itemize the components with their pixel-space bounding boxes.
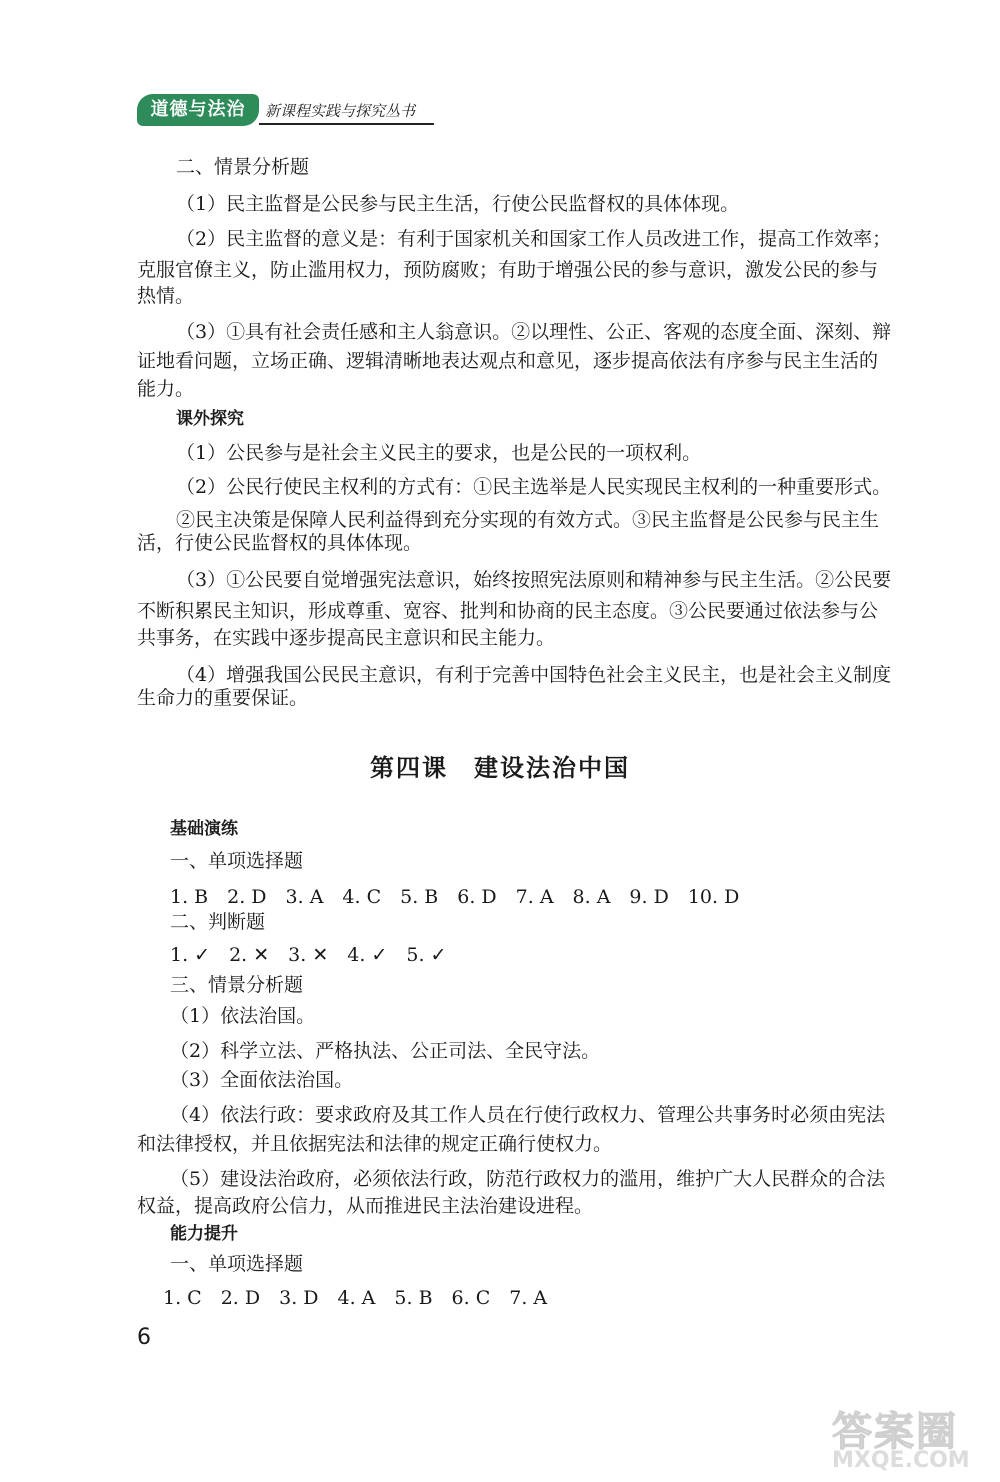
answer-line: （3）①具有社会责任感和主人翁意识。②以理性、公正、客观的态度全面、深刻、辩 bbox=[176, 321, 892, 343]
answer-line: （1）民主监督是公民参与民主生活，行使公民监督权的具体体现。 bbox=[176, 193, 740, 215]
answer-line: （1）公民参与是社会主义民主的要求，也是公民的一项权利。 bbox=[176, 442, 702, 464]
answer-line: （2）民主监督的意义是：有利于国家机关和国家工作人员改进工作，提高工作效率； bbox=[176, 228, 892, 250]
answer-line: 克服官僚主义，防止滥用权力，预防腐败；有助于增强公民的参与意识，激发公民的参与 bbox=[137, 259, 879, 281]
section-heading: 能力提升 bbox=[170, 1224, 238, 1244]
watermark-url: MXQE.COM bbox=[832, 1448, 970, 1473]
answer-line: 1. ✓ 2. ✕ 3. ✕ 4. ✓ 5. ✓ bbox=[170, 944, 447, 966]
answer-line: （3）全面依法治国。 bbox=[170, 1069, 354, 1091]
section-heading: 二、情景分析题 bbox=[176, 156, 310, 178]
answer-line: 共事务，在实践中逐步提高民主意识和民主能力。 bbox=[137, 627, 556, 649]
page-number: 6 bbox=[137, 1325, 151, 1350]
answer-line: ②民主决策是保障人民利益得到充分实现的有效方式。③民主监督是公民参与民主生 bbox=[176, 509, 880, 531]
watermark-logo: 答案圈 bbox=[832, 1409, 958, 1455]
lesson-title: 第四课 建设法治中国 bbox=[370, 754, 630, 782]
subject-badge: 道德与法治 bbox=[137, 94, 259, 126]
series-title: 新课程实践与探究丛书 bbox=[265, 102, 416, 120]
answer-line: 热情。 bbox=[137, 285, 195, 307]
answer-line: 1. B 2. D 3. A 4. C 5. B 6. D 7. A 8. A 9. D 10. D bbox=[170, 886, 740, 908]
answer-line: （2）公民行使民主权利的方式有：①民主选举是人民实现民主权利的一种重要形式。 bbox=[176, 476, 892, 498]
answer-line: 生命力的重要保证。 bbox=[137, 687, 309, 709]
answer-line: （5）建设法治政府，必须依法行政，防范行政权力的滥用，维护广大人民群众的合法 bbox=[170, 1168, 886, 1190]
answer-line: 1. C 2. D 3. D 4. A 5. B 6. C 7. A bbox=[163, 1287, 548, 1309]
section-heading: 二、判断题 bbox=[170, 911, 266, 933]
section-heading: 课外探究 bbox=[176, 409, 244, 429]
section-heading: 一、单项选择题 bbox=[170, 850, 304, 872]
answer-line: （4）依法行政：要求政府及其工作人员在行使行政权力、管理公共事务时必须由宪法 bbox=[170, 1104, 886, 1126]
answer-line: 证地看问题，立场正确、逻辑清晰地表达观点和意见，逐步提高依法有序参与民主生活的 bbox=[137, 350, 879, 372]
section-heading: 一、单项选择题 bbox=[170, 1253, 304, 1275]
watermark bbox=[832, 1400, 992, 1478]
answer-line: （3）①公民要自觉增强宪法意识，始终按照宪法原则和精神参与民主生活。②公民要 bbox=[176, 569, 892, 591]
answer-line: 不断积累民主知识，形成尊重、宽容、批判和协商的民主态度。③公民要通过依法参与公 bbox=[137, 600, 879, 622]
answer-line: 和法律授权，并且依据宪法和法律的规定正确行使权力。 bbox=[137, 1133, 613, 1155]
answer-line: 能力。 bbox=[137, 378, 195, 400]
header-rule bbox=[259, 123, 434, 125]
answer-line: （1）依法治国。 bbox=[170, 1005, 316, 1027]
section-heading: 基础演练 bbox=[170, 819, 238, 839]
section-heading: 三、情景分析题 bbox=[170, 974, 304, 996]
page-header bbox=[137, 92, 437, 128]
answer-line: 权益，提高政府公信力，从而推进民主法治建设进程。 bbox=[137, 1195, 594, 1217]
answer-line: 活，行使公民监督权的具体体现。 bbox=[137, 532, 423, 554]
answer-line: （4）增强我国公民民主意识，有利于完善中国特色社会主义民主，也是社会主义制度 bbox=[176, 664, 892, 686]
answer-line: （2）科学立法、严格执法、公正司法、全民守法。 bbox=[170, 1040, 601, 1062]
